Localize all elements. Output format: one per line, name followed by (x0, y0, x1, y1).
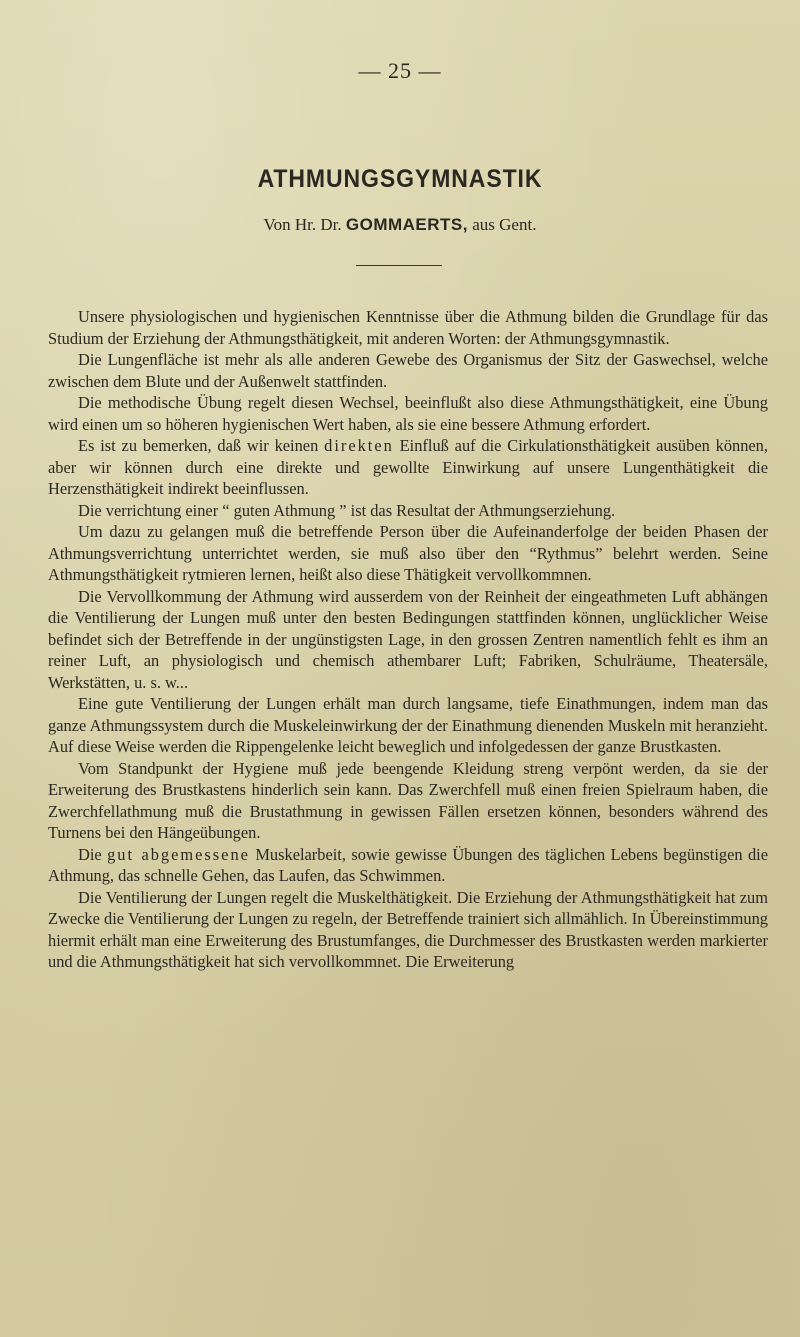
paragraph: Die Ventilierung der Lungen regelt die Muskelthätigkeit. Die Erziehung der Athmungsthätigkeit hat zum Zwecke die Ventilierung der Lungen zu regeln, der Betreffende trainiert sich allmählich. In Übereinstimmung hiermit erhält man eine Erweiterung des Brustumfanges, die Durchmesser des Brustkasten werden markierter und die Athmungsthätigkeit hat sich vervollkommnet. Die Erweiterung (48, 887, 768, 971)
byline-prefix: Von Hr. Dr. (263, 215, 342, 234)
paragraph-text: Es ist zu bemerken, daß wir keinen (78, 436, 319, 455)
paragraph-text: Die (78, 844, 102, 864)
paragraph: Die verrichtung einer “ guten Athmung ” ist das Resultat der Athmungserziehung. (78, 500, 616, 520)
paragraph (48, 844, 768, 887)
page-number: — 25 — (358, 58, 442, 83)
emphasized-text: direkten (324, 436, 394, 455)
paragraph: Eine gute Ventilierung der Lungen erhält man durch langsame, tiefe Einathmungen, indem man das ganze Athmungssystem durch die Muskeleinwirkung der der Einathmung dienenden Muskeln mit heranzieht. Auf diese Weise werden die Rippengelenke leicht beweglich und infolgedessen der ganze Brustkasten. (48, 694, 768, 756)
paragraph-text: Einfluß auf die Cirkulationsthätigkeit ausüben können, aber wir können durch eine direkte und gewollte Einwirkung auf unsere Lungenthätigkeit die Herzensthätigkeit indirekt beeinflussen. (48, 436, 768, 498)
paragraph: Die methodische Übung regelt diesen Wechsel, beeinflußt also diese Athmungsthätigkeit, eine Übung wird einen um so höheren hygienischen Wert haben, als sie eine bessere Athmung erfordert. (48, 393, 768, 434)
article-body (48, 306, 768, 973)
paragraph: Vom Standpunkt der Hygiene muß jede beengende Kleidung streng verpönt werden, da sie der Erweiterung des Brustkastens hinderlich sein kann. Das Zwerchfell muß einen freien Spielraum haben, die Zwerchfellathmung muß die Brustathmung in gewissen Fällen ersetzen können, besonders während des Turnens bei den Hängeübungen. (48, 758, 768, 842)
paragraph (48, 435, 768, 500)
paragraph: Um dazu zu gelangen muß die betreffende Person über die Aufeinanderfolge der beiden Phasen der Athmungsverrichtung unterrichtet werden, sie muß also über den “Rythmus” belehrt werden. Seine Athmungsthätigkeit rytmieren lernen, heißt also diese Thätigkeit vervollkommnen. (48, 522, 768, 584)
emphasized-text: gut abgemessene (107, 844, 250, 864)
byline-suffix: aus Gent. (472, 215, 537, 234)
paragraph-text: Muskelarbeit, sowie gewisse Übungen des täglichen Lebens begünstigen die Athmung, das schnelle Gehen, das Laufen, das Schwimmen. (48, 844, 768, 885)
paragraph: Die Vervollkommung der Athmung wird ausserdem von der Reinheit der eingeathmeten Luft abhängen die Ventilierung der Lungen muß unter den besten Bedingungen stattfinden können, unglücklicher Weise befindet sich der Betreffende in der ungünstigsten Lage, in den grossen Zentren namentlich fehlt es ihm an reiner Luft, an physiologisch und chemisch athembarer Luft; Fabriken, Schulräume, Theatersäle, Werkstätten, u. s. w... (48, 586, 768, 692)
paragraph: Die Lungenfläche ist mehr als alle anderen Gewebe des Organismus der Sitz der Gaswechsel, welche zwischen dem Blute und der Außenwelt stattfinden. (48, 350, 768, 391)
paragraph: Unsere physiologischen und hygienischen Kenntnisse über die Athmung bilden die Grundlage für das Studium der Erziehung der Athmungsthätigkeit, mit anderen Worten: der Athmungsgymnastik. (48, 307, 768, 348)
title-divider (356, 265, 442, 266)
author-name: GOMMAERTS, (345, 215, 468, 234)
byline (0, 215, 800, 235)
article-title: ATHMUNGSGYMNASTIK (257, 165, 543, 193)
